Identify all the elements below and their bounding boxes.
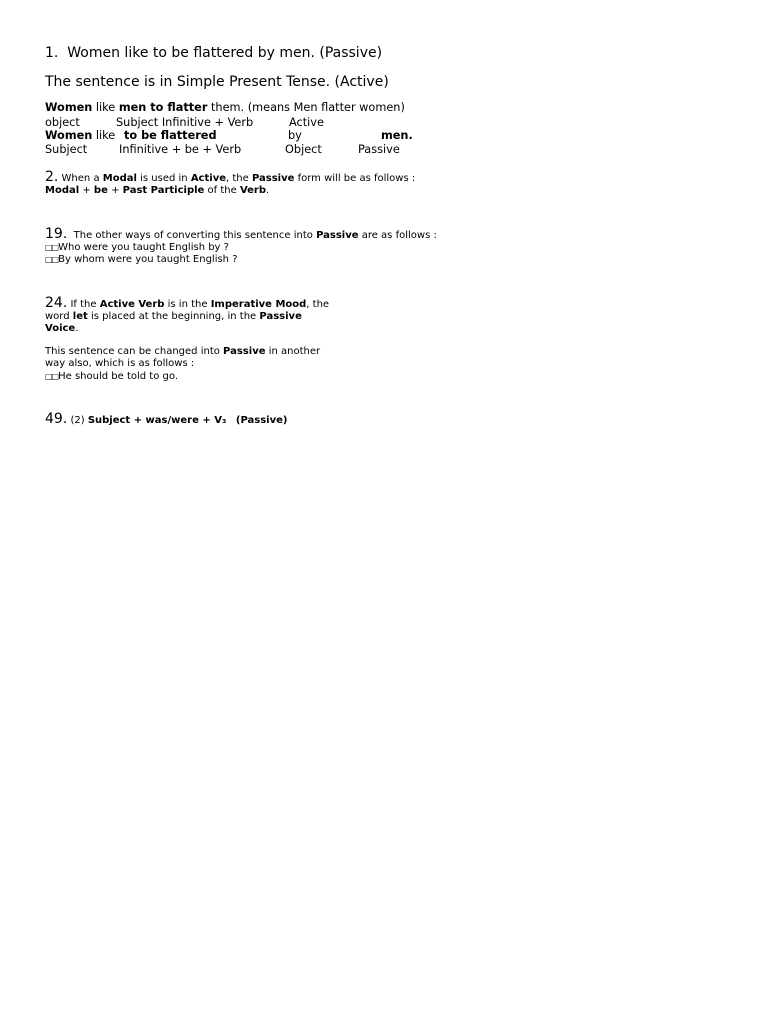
active-word-rest: them. (means Men flatter women) <box>211 101 405 114</box>
active-word-like: like <box>95 101 116 114</box>
item-19-bullet-1: □□Who were you taught English by ? <box>45 242 229 253</box>
item-24-bullet: □□He should be told to go. <box>45 371 178 382</box>
passive-sentence <box>45 129 115 142</box>
item-24-para-line-2: way also, which is as follows : <box>45 358 195 369</box>
item-24-para-line-1: This sentence can be changed into Passive in another <box>45 346 321 357</box>
item-24-line-3: Voice. <box>45 323 79 334</box>
tense-line: The sentence is in Simple Present Tense. (Active) <box>45 74 389 90</box>
item-2-line-1: 2. When a Modal is used in Active, the Passive form will be as follows : <box>45 169 416 185</box>
passive-word-men: men. <box>381 129 413 142</box>
active-label-subject-infinitive: Subject Infinitive + Verb <box>116 116 254 129</box>
item-24-number: 24. <box>45 295 68 311</box>
item-1-heading-text: Women like to be flattered by men. (Passive) <box>67 45 383 61</box>
item-1-number: 1. <box>45 45 59 61</box>
passive-label-passive: Passive <box>358 143 400 156</box>
passive-word-to-be-flattered: to be flattered <box>124 129 217 142</box>
active-label-active: Active <box>289 116 324 129</box>
bullet-glyph: □□ <box>45 255 59 264</box>
item-49-line: 49. (2) Subject + was/were + V₃ (Passive) <box>45 411 288 427</box>
passive-label-infinitive: Infinitive + be + Verb <box>119 143 242 156</box>
item-19-bullet-2: □□By whom were you taught English ? <box>45 254 238 265</box>
item-24-line-2: word let is placed at the beginning, in the Passive <box>45 311 302 322</box>
bullet-glyph: □□ <box>45 372 59 381</box>
passive-label-subject: Subject <box>45 143 88 156</box>
bullet-glyph: □□ <box>45 243 59 252</box>
item-49-number: 49. <box>45 411 68 427</box>
item-19-line-1: 19. The other ways of converting this sentence into Passive are as follows : <box>45 226 437 242</box>
item-1-heading <box>45 45 382 61</box>
item-19-number: 19. <box>45 226 68 242</box>
passive-word-by: by <box>288 129 302 142</box>
active-label-object: object <box>45 116 80 129</box>
active-sentence <box>45 101 405 114</box>
active-word-women: Women <box>45 101 93 114</box>
passive-word-women: Women <box>45 129 93 142</box>
passive-word-like: like <box>95 129 116 142</box>
active-word-men-to-flatter: men to flatter <box>118 101 208 114</box>
item-24-line-1: 24. If the Active Verb is in the Imperative Mood, the <box>45 295 330 311</box>
item-2-line-2: Modal + be + Past Participle of the Verb. <box>45 185 270 196</box>
passive-label-object: Object <box>285 143 322 156</box>
item-2-number: 2. <box>45 169 59 185</box>
